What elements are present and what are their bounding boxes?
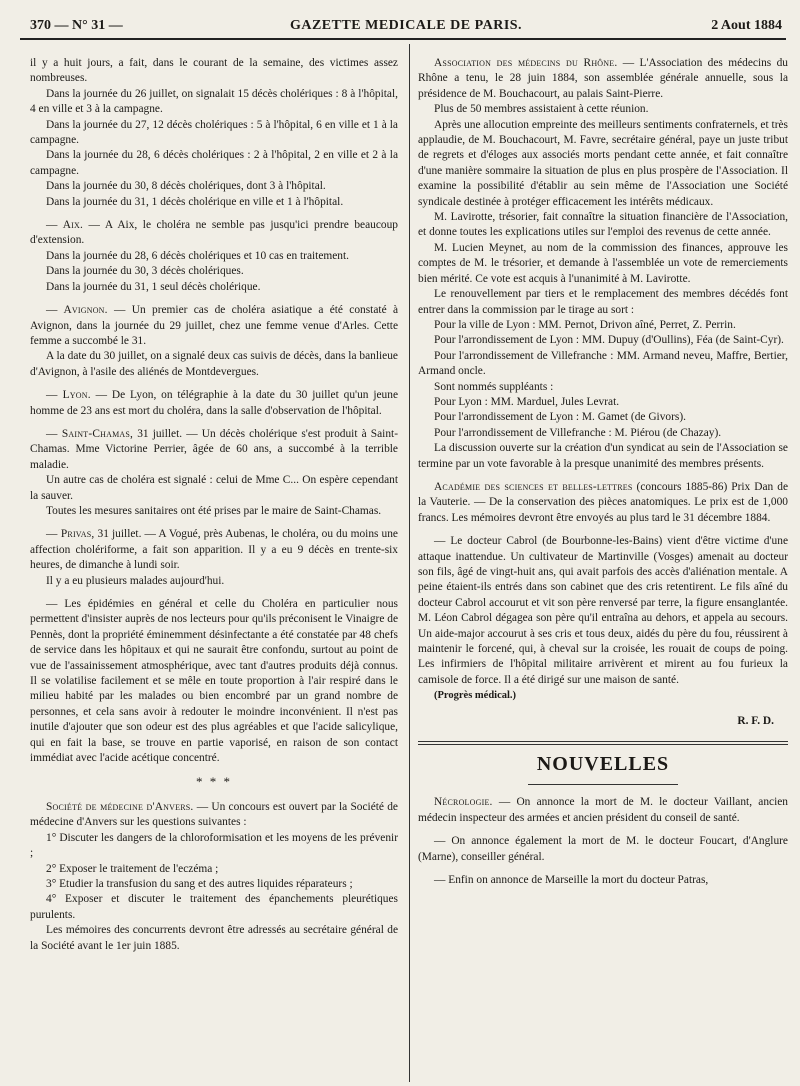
paragraph-text: — De Lyon, on télégraphie à la date du 30 juillet qu'un jeune homme de 23 ans est mort du choléra, dans la salle d'observation de l'hôpital. <box>30 389 398 417</box>
section-heading: — Aix. <box>46 219 84 232</box>
paragraph: A la date du 30 juillet, on a signalé deux cas suivis de décès, dans la banlieue d'Avignon, à l'asile des aliénés de Montdevergues. <box>30 350 398 378</box>
paragraph: Toutes les mesures sanitaires ont été prises par le maire de Saint-Chamas. <box>46 504 382 517</box>
paragraph: il y a huit jours, a fait, dans le courant de la semaine, des victimes assez nombreuses. <box>30 57 398 85</box>
paragraph-text: — L'Association des médecins du Rhône a tenu, le 28 juin 1884, son assemblée générale annuelle, sous la présidence de M. Bouchacourt, au palais Saint-Pierre. <box>418 57 788 100</box>
paragraph: Pour l'arrondissement de Lyon : M. Gamet (de Givors). <box>434 411 686 424</box>
paragraph: Après une allocution empreinte des meilleurs sentiments confraternels, et très applaudie, de M. Bouchacourt, M. Favre, secrétaire général, paye un juste tribut de regrets et d'éloges aux associés morts pendant cette année, et fait connaître d'une manière sommaire la situation de plus en plus prospère de l'Association. Il examine la possibilité d'établir au sein même de l'Association une Société syndicale destinée à protéger efficacement les intérêts médicaux. <box>418 118 788 208</box>
paragraph: Dans la journée du 30, 3 décès cholériques. <box>46 265 244 278</box>
avignon-paragraph <box>30 303 398 349</box>
journal-title: GAZETTE MEDICALE DE PARIS. <box>289 18 523 33</box>
paragraph: Dans la journée du 28, 6 décès cholériques et 10 cas en traitement. <box>46 249 350 262</box>
anvers-paragraph <box>30 800 398 831</box>
paragraph: — Enfin on annonce de Marseille la mort du docteur Patras, <box>434 874 709 887</box>
paragraph: Dans la journée du 31, 1 seul décès cholérique. <box>46 280 261 293</box>
paragraph: M. Lavirotte, trésorier, fait connaître la situation financière de l'Association, et donne toutes les explications utiles sur l'emploi des revenus de cette année. <box>418 211 788 239</box>
page-header <box>30 14 782 36</box>
right-column <box>418 56 788 1086</box>
question-item: 1° Discuter les dangers de la chloroformisation et les moyens de les prévenir ; <box>30 831 398 860</box>
section-heading: Société de médecine d'Anvers. <box>46 800 194 813</box>
paragraph: M. Lucien Meynet, au nom de la commission des finances, approuve les comptes de M. le trésorier, et demande à l'assemblée un vote de remerciements bien mérité. Ce vote est acquis à l'unanimité à M. Lavirotte. <box>418 241 788 285</box>
paragraph-text: (concours 1885-86) Prix Dan de la Vauterie. — De la conservation des pièces anatomiques. Le prix est de 1,000 francs. Les mémoires devront être envoyés au plus tard le 31 décembre 1884. <box>418 480 788 524</box>
column-divider <box>409 44 410 1082</box>
paragraph-text: 31 juillet. — Un décès cholérique s'est produit à Saint-Chamas. Mme Victorine Perrier, âgée de 60 ans, a succombé à la terrible maladie. <box>30 427 398 471</box>
paragraph-text: — Un premier cas de choléra asiatique a été constaté à Avignon, dans la journée du 29 juillet, chez une femme venue d'Arles. Cette femme a succombé le 31. <box>30 304 398 347</box>
question-item: 2° Exposer le traitement de l'eczéma ; <box>46 862 219 875</box>
paragraph: Pour l'arrondissement de Villefranche : MM. Armand neveu, Maffre, Bertier, Armand oncle. <box>418 349 788 378</box>
section-heading: — Avignon. <box>46 304 108 317</box>
paragraph: Les mémoires des concurrents devront être adressés au secrétaire général de la Société avant le 1er juin 1885. <box>30 924 398 952</box>
paragraph: Pour l'arrondissement de Villefranche : M. Piérou (de Chazay). <box>434 426 722 439</box>
double-rule <box>418 741 788 745</box>
question-item: 3° Etudier la transfusion du sang et des autres liquides réparateurs ; <box>46 877 353 890</box>
page-number: 370 — N° 31 — <box>30 18 123 33</box>
paragraph: Dans la journée du 27, 12 décès cholériques : 5 à l'hôpital, 6 en ville et 1 à la campagne. <box>30 118 398 147</box>
section-heading: Nécrologie. <box>434 796 493 809</box>
paragraph: Dans la journée du 28, 6 décès cholériques : 2 à l'hôpital, 2 en ville et 2 à la campagne. <box>30 149 398 177</box>
paragraph: Pour Lyon : MM. Marduel, Jules Levrat. <box>434 395 620 408</box>
title-rule <box>528 784 678 785</box>
paragraph: Pour l'arrondissement de Lyon : MM. Dupuy (d'Oullins), Féa (de Saint-Cyr). <box>434 334 784 347</box>
paragraph: Dans la journée du 26 juillet, on signalait 15 décès cholériques : 8 à l'hôpital, 4 en ville et 3 à la campagne. <box>30 87 398 116</box>
signature: R. F. D. <box>737 714 774 727</box>
section-separator-stars: * * * <box>196 774 232 790</box>
lyon-paragraph <box>30 388 398 419</box>
paragraph: Un autre cas de choléra est signalé : celui de Mme C... On espère cependant la sauver. <box>30 474 398 502</box>
paragraph-text: 31 juillet. — A Vogué, près Aubenas, le choléra, ou du moins une affection cholériforme, a fait son apparition. Il y a eu 9 décès en trente-six heures, de dimanche à lundi soir. <box>30 528 398 572</box>
paragraph: La discussion ouverte sur la création d'un syndicat au sein de l'Association se termine par un vote favorable à la presque unanimité des membres présents. <box>418 442 788 470</box>
association-paragraph <box>418 56 788 102</box>
paragraph: Dans la journée du 30, 8 décès cholériques, dont 3 à l'hôpital. <box>46 180 326 193</box>
paragraph: Il y a eu plusieurs malades aujourd'hui. <box>46 574 225 587</box>
academie-paragraph <box>418 480 788 526</box>
paragraph: — On annonce également la mort de M. le docteur Foucart, d'Anglure (Marne), conseiller général. <box>418 835 788 863</box>
header-rule <box>20 38 786 40</box>
saint-chamas-paragraph <box>30 427 398 473</box>
paragraph-text: — Un concours est ouvert par la Société de médecine d'Anvers sur les questions suivantes : <box>30 800 398 829</box>
section-title: NOUVELLES <box>536 753 670 776</box>
paragraph: Le renouvellement par tiers et le remplacement des membres décédés font entrer dans la commission par le tirage au sort : <box>418 288 788 316</box>
aix-paragraph <box>30 218 398 249</box>
section-heading: Académie des sciences et belles-lettres <box>434 480 633 493</box>
source-citation: (Progrès médical.) <box>434 690 517 702</box>
cabrol-paragraph: — Le docteur Cabrol (de Bourbonne-les-Bains) vient d'être victime d'une attaque inattendue. Un cultivateur de Martinville (Vosges) amenait au docteur son fils, âgé de vingt-huit ans, qui avait parfois des accès d'aliénation mentale. A peine étaient-ils entrés dans son cabinet que des cris retentirent. Le fils aîné du docteur Cabrol accourut et vit son père renversé par terre, la figure ensanglantée. M. Léon Cabrol dégagea son père qu'il entraîna au dehors, et appela au secours. Un aide-major accourut à ses cris et tous deux, aidés du père du fou, réussirent à maintenir le forcené, qui, à cheval sur la croisée, les rouait de coups de poing. Les infirmiers de l'hôpital militaire arrivèrent et mirent au fou furieux la camisole de force. Il a été dirigé sur une maison de santé. <box>418 535 788 686</box>
section-heading: — Lyon. <box>46 389 91 402</box>
paragraph-text: — A Aix, le choléra ne semble pas jusqu'ici prendre beaucoup d'extension. <box>30 219 398 247</box>
question-item: 4° Exposer et discuter le traitement des épanchements pleurétiques purulents. <box>30 893 398 921</box>
vinaigre-paragraph: — Les épidémies en général et celle du Choléra en particulier nous permettent d'insister auprès de nos lecteurs pour qu'ils préconisent le Vinaigre de Pennès, dont la propriété éminemment désinfectante a été constatée par 48 chefs de service dans les hôpitaux et qui ne saurait être confondu, surtout au point de vue de l'assainissement atmosphérique, avec tant d'autres produits déjà connus. Il se volatilise facilement et se mêle en toute proportion à l'air respiré dans le milieu habité par les malades ou bien encombré par un grand nombre de personnes, et cela sans avoir à redouter le moindre inconvénient. Il n'est pas inutile d'ajouter que son odeur est des plus agréables et que l'acide salicylique, qui en fait la base, se trouve en partie vaporisé, en raison de son contact immédiat avec l'acide acétique concentré. <box>30 598 398 765</box>
left-column <box>30 56 398 1086</box>
paragraph-text: — On annonce la mort de M. le docteur Vaillant, ancien médecin inspecteur des armées et ancien président du conseil de santé. <box>418 796 788 824</box>
paragraph: Sont nommés suppléants : <box>434 380 554 393</box>
paragraph: Dans la journée du 31, 1 décès cholérique en ville et 1 à l'hôpital. <box>46 195 344 208</box>
paragraph: Plus de 50 membres assistaient à cette réunion. <box>434 103 649 116</box>
privas-paragraph <box>30 527 398 573</box>
section-heading: — Privas, <box>46 528 95 541</box>
section-heading: — Saint-Chamas, <box>46 427 134 440</box>
section-heading: Association des médecins du Rhône. <box>434 57 618 69</box>
paragraph: Pour la ville de Lyon : MM. Pernot, Drivon aîné, Perret, Z. Perrin. <box>434 318 736 331</box>
issue-date: 2 Aout 1884 <box>711 18 782 33</box>
necrologie-paragraph <box>418 795 788 826</box>
